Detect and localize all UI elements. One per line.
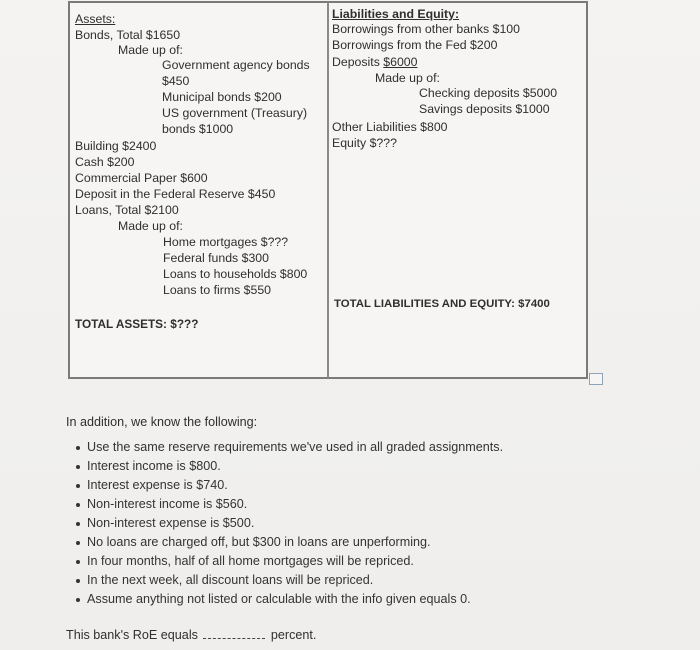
balance-sheet-divider xyxy=(327,2,329,378)
list-item: No loans are charged off, but $300 in loans are unperforming. xyxy=(76,533,503,552)
list-item: Interest expense is $740. xyxy=(76,476,503,495)
bonds-made-up-of: Made up of: xyxy=(118,43,183,57)
deposits-label: Deposits xyxy=(332,55,384,69)
savings-deposits: Savings deposits $1000 xyxy=(419,102,550,116)
gov-agency-bonds: Government agency bonds xyxy=(162,58,310,72)
roe-question xyxy=(66,626,316,643)
equity: Equity $??? xyxy=(332,136,397,150)
roe-question-suffix: percent. xyxy=(270,628,317,642)
building: Building $2400 xyxy=(75,139,157,153)
us-gov-bonds-value: bonds $1000 xyxy=(162,122,234,136)
gov-agency-bonds-value: $450 xyxy=(162,74,190,88)
list-item: Non-interest expense is $500. xyxy=(76,514,503,533)
loans-total: Loans, Total $2100 xyxy=(75,203,179,217)
loans-to-households: Loans to households $800 xyxy=(163,267,308,281)
municipal-bonds: Municipal bonds $200 xyxy=(162,90,282,104)
other-liabilities: Other Liabilities $800 xyxy=(332,120,448,134)
list-item: Interest income is $800. xyxy=(76,457,503,476)
list-item: In four months, half of all home mortgages will be repriced. xyxy=(76,552,503,571)
cash: Cash $200 xyxy=(75,155,135,169)
checkbox-marker xyxy=(589,373,603,385)
borrowings-fed: Borrowings from the Fed $200 xyxy=(332,38,498,52)
liabilities-heading: Liabilities and Equity: xyxy=(332,7,460,21)
bullet-icon xyxy=(76,560,80,564)
us-gov-bonds: US government (Treasury) xyxy=(162,106,308,120)
bullet-icon xyxy=(76,522,80,526)
bullet-icon xyxy=(76,484,80,488)
federal-funds: Federal funds $300 xyxy=(163,251,269,265)
bonds-total: Bonds, Total $1650 xyxy=(75,28,181,42)
roe-question-prefix: This bank's RoE equals xyxy=(66,628,198,642)
checking-deposits: Checking deposits $5000 xyxy=(419,86,558,100)
total-liabilities-equity: TOTAL LIABILITIES AND EQUITY: $7400 xyxy=(334,298,550,310)
commercial-paper: Commercial Paper $600 xyxy=(75,171,208,185)
loans-made-up-of: Made up of: xyxy=(118,219,183,233)
deposits-value: $6000 xyxy=(383,55,418,69)
list-item: Non-interest income is $560. xyxy=(76,495,503,514)
fed-reserve-deposit: Deposit in the Federal Reserve $450 xyxy=(75,187,276,201)
deposits xyxy=(332,54,417,70)
roe-answer-blank[interactable] xyxy=(203,626,265,639)
bullet-icon xyxy=(76,598,80,602)
assets-heading: Assets: xyxy=(75,12,116,26)
total-assets: TOTAL ASSETS: $??? xyxy=(75,317,199,331)
list-item: Use the same reserve requirements we've used in all graded assignments. xyxy=(76,438,503,457)
bullet-icon xyxy=(76,541,80,545)
borrowings-other-banks: Borrowings from other banks $100 xyxy=(332,22,520,36)
bullet-icon xyxy=(76,579,80,583)
loans-to-firms: Loans to firms $550 xyxy=(163,283,272,297)
deposits-made-up-of: Made up of: xyxy=(375,71,440,85)
bullet-icon xyxy=(76,465,80,469)
list-item: Assume anything not listed or calculable with the info given equals 0. xyxy=(76,590,503,609)
bullet-icon xyxy=(76,503,80,507)
info-intro: In addition, we know the following: xyxy=(66,415,258,429)
info-bullet-list xyxy=(76,438,503,609)
home-mortgages: Home mortgages $??? xyxy=(163,235,289,249)
list-item: In the next week, all discount loans will be repriced. xyxy=(76,571,503,590)
bullet-icon xyxy=(76,446,80,450)
